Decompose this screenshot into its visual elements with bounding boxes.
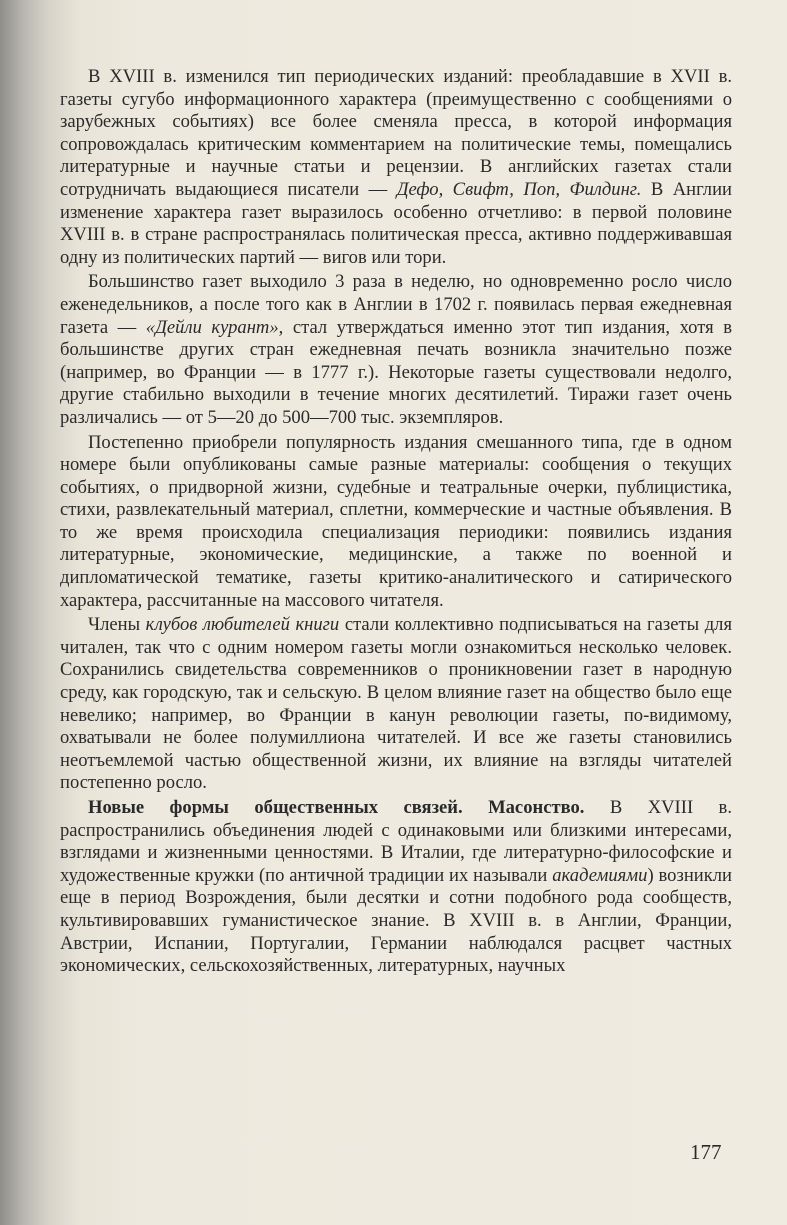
paragraph-2 <box>60 271 732 429</box>
text-segment: Члены <box>88 614 146 636</box>
text-segment: Большинство газет выходило 3 раза в неделю, но одновременно росло число еженедельников, а после того как в Англии в 1702 г. появилась первая ежедневная газета — <box>60 271 732 338</box>
italic-writers: Дефо, Свифт, Поп, Филдинг. <box>396 178 642 200</box>
text-segment: В XVIII в. изменился тип периодических изданий: преобладавшие в XVII в. газеты сугубо информационного характера (преимущественно с сообщениями о зарубежных событиях) все более сменяла пресса, в которой информация сопровождалась критическим комментарием на политические темы, помещались литературные и научные статьи и рецензии. В английских газетах стали сотрудничать выдающиеся писатели — <box>60 66 732 200</box>
text-segment: стали коллективно подписываться на газеты для читален, так что с одним номером газеты могли ознакомиться несколько человек. Сохранились свидетельства современников о проникновении газет в народную среду, как городскую, так и сельскую. В целом влияние газет на общество было еще невелико; например, во Франции в канун революции газеты, по-видимому, охватывали не более полумиллиона читателей. И все же газеты становились неотъемлемой частью общественной жизни, их влияние на взгляды читателей постепенно росло. <box>60 614 732 794</box>
section-heading: Новые формы общественных связей. Масонство. <box>88 797 585 818</box>
body-text <box>60 66 732 980</box>
text-segment: В XVIII в. распространились объединения людей с одинаковыми или близкими интересами, взглядами и жизненными ценностями. В Италии, где литературно-философские и художественные кружки (по античной традиции их называли <box>60 797 732 886</box>
italic-book-clubs: клубов любителей книги <box>145 614 340 636</box>
text-segment: ) возникли еще в период Возрождения, были десятки и сотни подобного рода сообществ, культивировавших гуманистическое знание. В XVIII в. в Англии, Франции, Австрии, Испании, Португалии, Германии наблюдался расцвет частных экономических, сельскохозяйственных, литературных, научных <box>60 864 732 977</box>
paragraph-5 <box>60 797 732 978</box>
italic-academies: академиями <box>552 864 648 886</box>
paragraph-3 <box>60 432 732 613</box>
text-segment: Постепенно приобрели популярность издания смешанного типа, где в одном номере были опубликованы самые разные материалы: сообщения о текущих событиях, о придворной жизни, судебные и театральные очерки, публицистика, стихи, развлекательный материал, сплетни, коммерческие и частные объявления. В то же время происходила специализация периодики: появились издания литературные, экономические, медицинские, а также по военной и дипломатической тематике, газеты критико-аналитического и сатирического характера, рассчитанные на массового читателя. <box>60 431 732 611</box>
text-segment: В Англии изменение характера газет выразилось особенно отчетливо: в первой половине XVIII в. в стране распространялась политическая пресса, активно поддерживавшая одну из политических партий — вигов или тори. <box>60 178 732 268</box>
paragraph-4 <box>60 614 732 795</box>
text-segment: , стал утверждаться именно этот тип издания, хотя в большинстве других стран ежедневная печать возникла значительно позже (например, во Франции — в 1777 г.). Некоторые газеты существовали недолго, другие стабильно выходили в течение многих десятилетий. Тиражи газет очень различались — от 5—20 до 500—700 тыс. экземпляров. <box>60 316 732 428</box>
page-number: 177 <box>690 1140 722 1164</box>
paragraph-1 <box>60 66 732 269</box>
italic-daily-courant: «Дейли курант» <box>145 316 279 338</box>
